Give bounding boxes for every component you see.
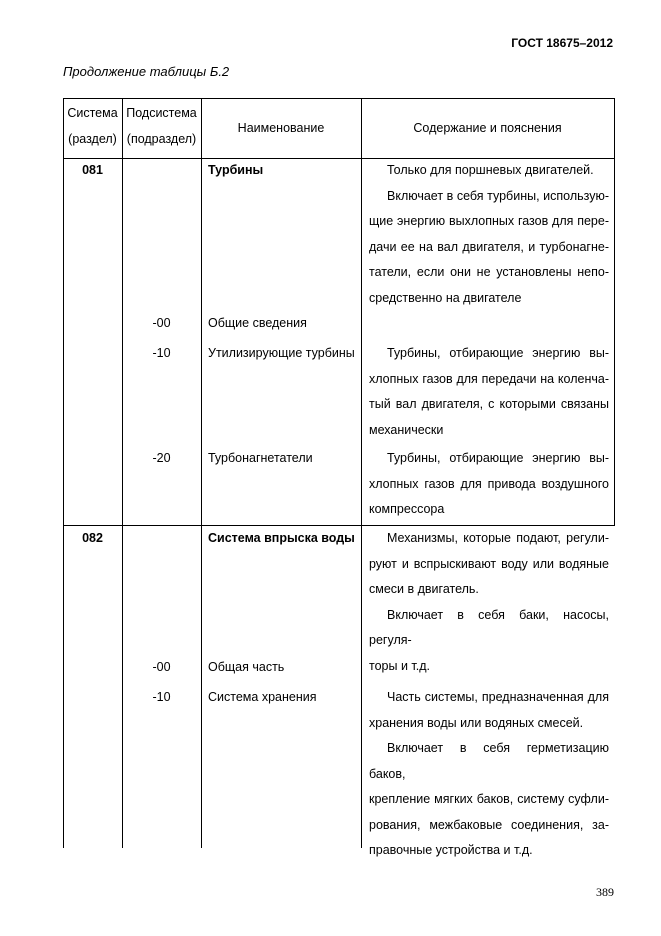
column-border — [361, 98, 362, 848]
item-name: Общая часть — [208, 660, 285, 674]
column-border — [614, 98, 615, 525]
item-name: Турбины — [208, 163, 264, 177]
item-name: Система хранения — [208, 690, 317, 704]
subsystem-code: -10 — [152, 690, 171, 704]
subsystem-code: -00 — [152, 316, 171, 330]
header-subsystem: Подсистема (подраздел) — [126, 106, 197, 146]
item-description: Механизмы, которые подают, регули- руют и вспрыскивают воду или водяные смеси в двигатель. Включает в себя баки, насосы, регуля- торы и т.д. — [369, 531, 609, 673]
item-description: Часть системы, предназначенная для хранения воды или водяных смесей. Включает в себя герметизацию баков, крепление мягких баков, систему суфли- рования, межбаковые соединения, за- правочные устройства и т.д. — [369, 690, 609, 857]
item-name: Турбонагнетатели — [208, 451, 313, 465]
standard-designation: ГОСТ 18675–2012 — [511, 36, 613, 50]
item-description: Турбины, отбирающие энергию вы- хлопных газов для привода воздушного компрессора — [369, 451, 609, 516]
table-top-border — [63, 98, 615, 99]
column-border — [63, 98, 64, 848]
column-border — [201, 98, 202, 848]
subsystem-code: -00 — [152, 660, 171, 674]
subsystem-code: -20 — [152, 451, 171, 465]
item-description: Турбины, отбирающие энергию вы- хлопных газов для передачи на коленча- тый вал двигателя, с которыми связаны механически — [369, 346, 609, 437]
system-code: 082 — [82, 531, 103, 545]
subsystem-code: -10 — [152, 346, 171, 360]
header-content: Содержание и пояснения — [413, 121, 562, 135]
column-border — [122, 98, 123, 848]
item-name: Общие сведения — [208, 316, 307, 330]
item-description: Только для поршневых двигателей. Включает в себя турбины, использую- щие энергию выхлопных газов для пере- дачи ее на вал двигателя, и турбонагне- татели, если они не установлены непо- средственно на двигателе — [369, 163, 609, 305]
specification-table — [63, 98, 615, 857]
system-code: 081 — [82, 163, 103, 177]
header-system: Система (раздел) — [67, 106, 118, 146]
header-name: Наименование — [237, 121, 325, 135]
item-name: Система впрыска воды — [208, 531, 355, 545]
table-caption: Продолжение таблицы Б.2 — [63, 64, 230, 79]
page-number: 389 — [596, 885, 614, 899]
item-name: Утилизирующие турбины — [208, 346, 355, 360]
